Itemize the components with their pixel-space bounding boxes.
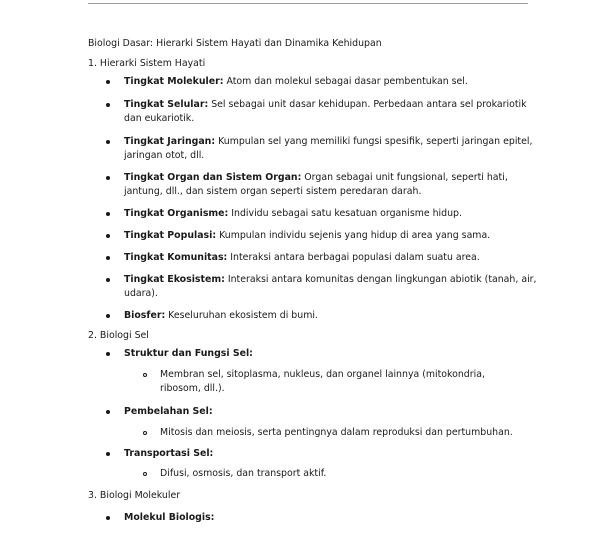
bullet-icon bbox=[106, 410, 110, 414]
item-term: Tingkat Organisme: bbox=[124, 208, 229, 219]
sub-bullet-icon bbox=[143, 373, 147, 377]
item-text: Keseluruhan ekosistem di bumi. bbox=[165, 310, 318, 321]
item-text-continuation: udara). bbox=[124, 288, 158, 299]
list-item bbox=[124, 310, 318, 322]
item-text: Atom dan molekul sebagai dasar pembentukan sel. bbox=[223, 76, 468, 87]
bullet-icon bbox=[106, 212, 110, 216]
list-item-term: Struktur dan Fungsi Sel: bbox=[124, 348, 253, 359]
bullet-icon bbox=[106, 516, 110, 520]
item-text: Interaksi antara berbagai populasi dalam suatu area. bbox=[227, 252, 480, 263]
list-item bbox=[124, 208, 462, 220]
item-term: Tingkat Populasi: bbox=[124, 230, 217, 241]
item-text-continuation: jaringan otot, dll. bbox=[124, 150, 205, 161]
bullet-icon bbox=[106, 452, 110, 456]
list-item bbox=[124, 230, 490, 242]
sub-item-text: Difusi, osmosis, dan transport aktif. bbox=[160, 468, 327, 479]
sub-item-text: Mitosis dan meiosis, serta pentingnya dalam reproduksi dan pertumbuhan. bbox=[160, 427, 513, 438]
item-text-continuation: jantung, dll., dan sistem organ seperti sistem peredaran darah. bbox=[124, 186, 422, 197]
item-term: Tingkat Organ dan Sistem Organ: bbox=[124, 172, 302, 183]
item-text: Interaksi antara komunitas dengan lingkungan abiotik (tanah, air, bbox=[224, 274, 537, 285]
bullet-icon bbox=[106, 278, 110, 282]
item-text: Kumpulan sel yang memiliki fungsi spesifik, seperti jaringan epitel, bbox=[215, 136, 533, 147]
top-divider bbox=[88, 3, 528, 4]
bullet-icon bbox=[106, 352, 110, 356]
item-term: Tingkat Molekuler: bbox=[124, 76, 224, 87]
bullet-icon bbox=[106, 80, 110, 84]
item-term: Biosfer: bbox=[124, 310, 166, 321]
sub-bullet-icon bbox=[143, 472, 147, 476]
item-text: Individu sebagai satu kesatuan organisme hidup. bbox=[228, 208, 462, 219]
item-text: Organ sebagai unit fungsional, seperti hati, bbox=[301, 172, 508, 183]
bullet-icon bbox=[106, 140, 110, 144]
list-item bbox=[124, 76, 468, 88]
bullet-icon bbox=[106, 256, 110, 260]
item-text-continuation: dan eukariotik. bbox=[124, 113, 195, 124]
bullet-icon bbox=[106, 234, 110, 238]
document-title: Biologi Dasar: Hierarki Sistem Hayati dan Dinamika Kehidupan bbox=[88, 38, 382, 49]
list-item-term: Transportasi Sel: bbox=[124, 448, 214, 459]
section-heading: 1. Hierarki Sistem Hayati bbox=[88, 58, 206, 69]
list-item-term: Pembelahan Sel: bbox=[124, 406, 213, 417]
sub-item-text: Membran sel, sitoplasma, nukleus, dan organel lainnya (mitokondria, bbox=[160, 369, 485, 380]
section-heading: 3. Biologi Molekuler bbox=[88, 490, 181, 501]
list-item-term: Molekul Biologis: bbox=[124, 512, 215, 523]
item-text: Sel sebagai unit dasar kehidupan. Perbedaan antara sel prokariotik bbox=[208, 99, 527, 110]
bullet-icon bbox=[106, 103, 110, 107]
item-term: Tingkat Jaringan: bbox=[124, 136, 216, 147]
item-term: Tingkat Ekosistem: bbox=[124, 274, 225, 285]
list-item bbox=[124, 274, 537, 286]
list-item bbox=[124, 136, 532, 148]
item-term: Tingkat Selular: bbox=[124, 99, 209, 110]
item-text: Kumpulan individu sejenis yang hidup di area yang sama. bbox=[216, 230, 491, 241]
item-term: Tingkat Komunitas: bbox=[124, 252, 228, 263]
list-item bbox=[124, 172, 508, 184]
sub-bullet-icon bbox=[143, 431, 147, 435]
list-item bbox=[124, 252, 480, 264]
bullet-icon bbox=[106, 314, 110, 318]
section-heading: 2. Biologi Sel bbox=[88, 330, 149, 341]
sub-item-text-continuation: ribosom, dll.). bbox=[160, 383, 225, 394]
bullet-icon bbox=[106, 176, 110, 180]
list-item bbox=[124, 99, 527, 111]
